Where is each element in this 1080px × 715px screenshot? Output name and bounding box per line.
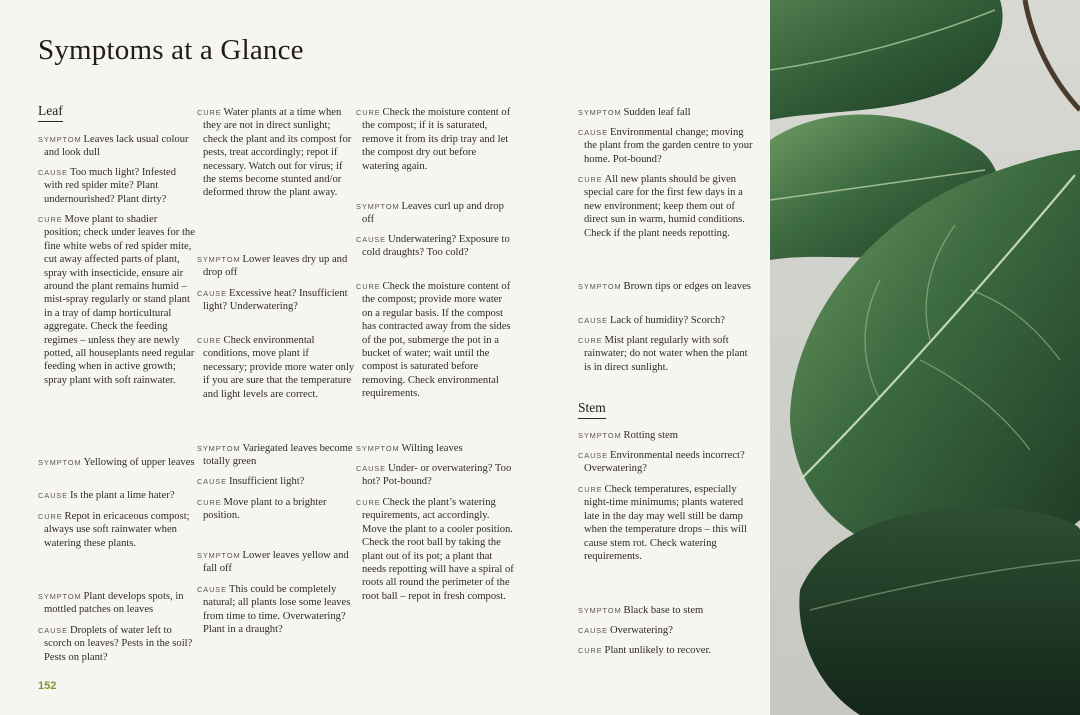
entry-cure [356,280,514,401]
entry-text: Wilting leaves [401,443,463,454]
entry-cure [197,334,355,401]
symptom-label: SYMPTOM [356,202,400,211]
cause-label: CAUSE [38,168,68,177]
entry-text: Yellowing of upper leaves [83,457,195,468]
entry-text: Check the plant’s watering requirements, act accordingly. Move the plant to a cooler position. Check the root ball by taking the plant out of its pot; a plant that needs repotting will have a spiral of roots all round the perimeter of the root ball – repot in fresh compost. [362,497,514,602]
entry-cause [197,583,355,637]
entry-text: Environmental change; moving the plant from the garden centre to your home. Pot-bound? [584,127,753,165]
entry-text: Black base to stem [623,605,704,616]
cause-label: CAUSE [197,289,227,298]
entry-cure [197,496,355,523]
cure-label: CURE [38,512,63,521]
entry-text: Overwatering? [609,625,673,636]
entry-cause [578,126,754,166]
entry-symptom [356,442,514,455]
symptom-label: SYMPTOM [197,551,241,560]
entry-text: Move plant to a brighter position. [203,497,327,522]
entry-text: Environmental needs incorrect? Overwatering? [584,450,745,475]
entry-cause [197,475,355,488]
entry-text: Check environmental conditions, move plant if necessary; provide more water only if you are sure that the temperature and light levels are correct. [203,335,355,400]
page-title: Symptoms at a Glance [38,34,304,66]
entry-cure [38,213,196,387]
entry-text: Water plants at a time when they are not in direct sunlight; check the plant and its compost for pests, treat accordingly; repot if necessary. Watch out for virus; if the stems become stunted and/or deformed throw the plant away. [203,107,352,199]
entry-cure [578,173,754,240]
cause-label: CAUSE [356,464,386,473]
cause-label: CAUSE [578,316,608,325]
entry-text: Check temperatures, especially night-time minimums; plants watered late in the day may well still be damp when the temperature drops – this will cause stem rot. Check watering requirements. [584,484,747,563]
entry-text: Lower leaves yellow and fall off [203,550,349,575]
page-number: 152 [38,680,57,692]
entry-cause [38,489,196,502]
entry-cure [356,496,514,603]
entry-cure [197,106,355,200]
entry-symptom [197,442,355,469]
entry-text: Lack of humidity? Scorch? [609,315,725,326]
entry-text: Underwatering? Exposure to cold draughts? Too cold? [362,234,510,259]
symptom-label: SYMPTOM [578,108,622,117]
entry-text: Mist plant regularly with soft rainwater; do not water when the plant is in direct sunlight. [584,335,748,373]
entry-symptom [578,280,754,293]
entry-cause [578,624,754,637]
cause-label: CAUSE [356,235,386,244]
entry-text: All new plants should be given special care for the first few days in a new environment; keep them out of direct sun in warm, humid conditions. Check if the plant needs repotting. [584,174,745,239]
entry-symptom [197,253,355,280]
cure-label: CURE [38,215,63,224]
entry-text: Too much light? Infested with red spider mite? Plant undernourished? Plant dirty? [44,167,177,205]
symptom-label: SYMPTOM [578,431,622,440]
symptom-label: SYMPTOM [38,458,82,467]
section-heading-leaf: Leaf [38,103,63,122]
entry-text: Plant unlikely to recover. [604,645,712,656]
entry-symptom [38,133,196,160]
entry-text: Variegated leaves become totally green [203,443,353,468]
entry-cause [38,166,196,206]
entry-symptom [578,604,754,617]
entry-cause [356,233,514,260]
symptom-label: SYMPTOM [578,606,622,615]
cause-label: CAUSE [578,128,608,137]
entry-text: This could be completely natural; all plants lose some leaves from time to time. Overwatering? Plant in a draught? [203,584,351,636]
entry-symptom [38,456,196,469]
entry-text: Lower leaves dry up and drop off [203,254,348,279]
entry-symptom [578,106,754,119]
section-heading-stem: Stem [578,400,606,419]
entry-text: Leaves curl up and drop off [362,201,504,226]
cure-label: CURE [578,646,603,655]
cause-label: CAUSE [38,491,68,500]
cause-label: CAUSE [197,585,227,594]
entry-text: Insufficient light? [228,476,305,487]
cure-label: CURE [578,336,603,345]
symptom-label: SYMPTOM [197,444,241,453]
entry-cure [578,334,754,374]
entry-text: Repot in ericaceous compost; always use soft rainwater when watering these plants. [44,511,190,549]
entry-text: Rotting stem [623,430,678,441]
cure-label: CURE [197,498,222,507]
entry-text: Move plant to shadier position; check under leaves for the fine white webs of red spider mite, cut away affected parts of plant, spray with insecticide, ensure air around the plant remains humid – mist-spray regularly or stand plant in a tray of damp horticultural aggregate. Check the feeding regimes – unless they are newly potted, all houseplants need regular feeding when in active growth; spray plant with soft rainwater. [44,214,195,386]
cure-label: CURE [356,108,381,117]
entry-symptom [356,200,514,227]
entry-cure [578,644,754,657]
cure-label: CURE [356,282,381,291]
cause-label: CAUSE [38,626,68,635]
symptom-label: SYMPTOM [356,444,400,453]
entry-cause [38,624,196,664]
entry-text: Check the moisture content of the compost; provide more water on a regular basis. If the compost has contracted away from the sides of the pot, submerge the pot in a bucket of water; wait until the compost is saturated before removing. Check environmental requirements. [362,281,511,400]
entry-cause [578,449,754,476]
cure-label: CURE [578,175,603,184]
symptom-label: SYMPTOM [38,135,82,144]
entry-cure [578,483,754,563]
symptom-label: SYMPTOM [578,282,622,291]
symptom-label: SYMPTOM [38,592,82,601]
entry-text: Excessive heat? Insufficient light? Underwatering? [203,288,348,313]
symptom-label: SYMPTOM [197,255,241,264]
plant-photo [770,0,1080,715]
entry-cause [578,314,754,327]
cure-label: CURE [356,498,381,507]
entry-text: Sudden leaf fall [623,107,691,118]
entry-text: Under- or overwatering? Too hot? Pot-bound? [362,463,512,488]
cure-label: CURE [578,485,603,494]
entry-text: Is the plant a lime hater? [69,490,175,501]
fiddle-leaf-fig-image [770,0,1080,715]
entry-text: Check the moisture content of the compost; if it is saturated, remove it from its drip tray and let the compost dry out before watering again. [362,107,511,172]
entry-cure [38,510,196,550]
entry-text: Leaves lack usual colour and look dull [44,134,189,159]
entry-cause [356,462,514,489]
entry-symptom [197,549,355,576]
entry-text: Plant develops spots, in mottled patches on leaves [44,591,184,616]
cause-label: CAUSE [197,477,227,486]
entry-symptom [38,590,196,617]
entry-symptom [578,429,754,442]
cure-label: CURE [197,108,222,117]
entry-text: Brown tips or edges on leaves [623,281,751,292]
entry-cure [356,106,514,173]
cause-label: CAUSE [578,451,608,460]
entry-text: Droplets of water left to scorch on leaves? Pests in the soil? Pests on plant? [44,625,193,663]
cause-label: CAUSE [578,626,608,635]
entry-cause [197,287,355,314]
cure-label: CURE [197,336,222,345]
